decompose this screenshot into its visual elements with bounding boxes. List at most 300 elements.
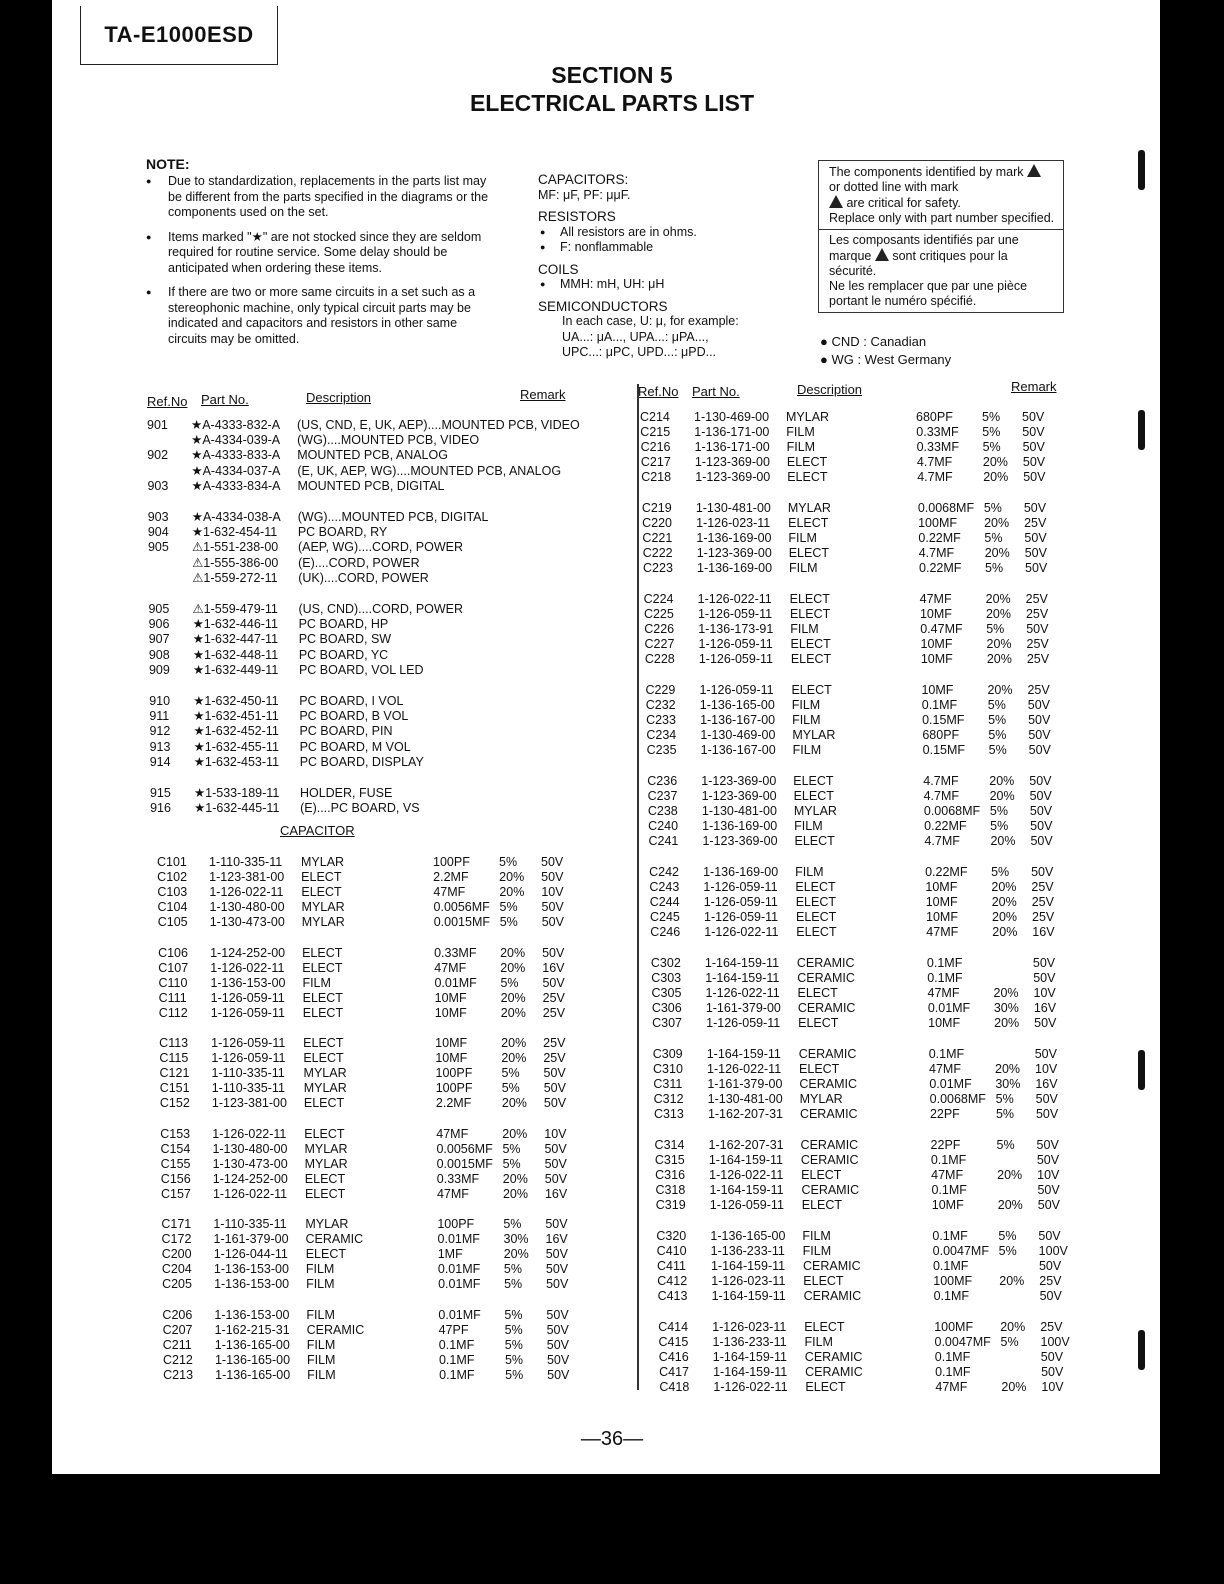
cell-part-no: 1-136-153-00 [214, 1277, 290, 1292]
note-item: ● Items marked "★" are not stocked since they are seldom required for routine service. Some delay should be anticipated when ordering these items. [146, 230, 498, 277]
cell-description: FILM [792, 743, 822, 758]
cell-part-no: 1-136-167-00 [700, 743, 776, 758]
cell-part-no: 1-110-335-11 [211, 1066, 285, 1081]
cell-ref-no: C416 [658, 1350, 689, 1365]
cell-part-no: ★A-4334-039-A [191, 433, 281, 448]
cell-voltage: 50V [1032, 956, 1056, 970]
cell-part-no: 1-136-165-00 [699, 698, 775, 713]
cell-description: ELECT [304, 1186, 346, 1201]
cell-part-no: 1-130-469-00 [694, 410, 770, 424]
cell-description: ELECT [793, 789, 834, 804]
cell-ref-no: C206 [162, 1307, 193, 1322]
cell-part-no: 1-130-481-00 [707, 1092, 783, 1107]
cell-description: (UK)....CORD, POWER [298, 570, 429, 585]
cell-value: 100MF [933, 1274, 973, 1289]
cell-voltage: 50V [543, 1081, 566, 1096]
scan-mark [1138, 1330, 1145, 1370]
cell-part-no: 1-126-059-11 [697, 607, 773, 622]
cell-part-no: 1-126-023-11 [711, 1274, 786, 1289]
cell-value: 0.1MF [935, 1365, 971, 1380]
cell-tolerance: 5% [986, 622, 1005, 637]
units-legend [538, 168, 798, 361]
cell-part-no: 1-126-059-11 [706, 1016, 781, 1031]
coils-heading: COILS [538, 261, 579, 277]
cell-part-no: 1-161-379-00 [213, 1232, 289, 1247]
cell-part-no: 1-126-059-11 [698, 652, 773, 667]
cell-ref-no: C412 [657, 1274, 688, 1289]
cell-voltage: 25V [1039, 1274, 1062, 1289]
cell-tolerance: 20% [502, 1171, 528, 1186]
cell-part-no: 1-162-207-31 [708, 1138, 784, 1152]
cell-voltage: 25V [542, 990, 565, 1005]
cell-value: 10MF [926, 910, 958, 925]
cell-description: MYLAR [301, 855, 345, 869]
cell-value: 0.0068MF [929, 1092, 986, 1107]
cell-description: ELECT [796, 925, 837, 940]
cell-voltage: 50V [546, 1307, 569, 1322]
cell-value: 100PF [433, 855, 470, 869]
cell-ref-no: C220 [642, 516, 672, 531]
cell-part-no: 1-136-167-00 [700, 713, 776, 728]
cell-ref-no: C115 [159, 1051, 189, 1066]
cell-description: CERAMIC [306, 1322, 365, 1337]
cell-description: ELECT [305, 1247, 346, 1262]
capacitors-units: MF: μF, PF: μμF. [538, 187, 631, 202]
cell-part-no: ★1-632-451-11 [193, 709, 279, 724]
resistors-heading: RESISTORS [538, 209, 616, 224]
cell-description: CERAMIC [800, 1153, 859, 1168]
cell-description: ELECT [796, 910, 837, 925]
cell-ref-no: 911 [149, 709, 170, 724]
col-remark-header: Remark [520, 387, 566, 402]
cell-description: PC BOARD, RY [297, 525, 388, 540]
cell-part-no: 1-126-059-11 [703, 880, 778, 895]
cell-description: MYLAR [792, 728, 836, 743]
cell-ref-no: C106 [158, 945, 188, 960]
cell-ref-no: 907 [148, 632, 170, 647]
cell-part-no: 1-130-469-00 [700, 728, 776, 743]
cell-value: 4.7MF [923, 774, 959, 788]
cell-ref-no: C314 [654, 1138, 685, 1152]
cell-part-no: 1-164-159-11 [711, 1289, 786, 1304]
cell-description: FILM [802, 1229, 831, 1243]
cell-voltage: 50V [1039, 1289, 1062, 1304]
cell-value: 0.0068MF [923, 804, 981, 819]
cell-ref-no: C211 [162, 1337, 192, 1352]
cell-tolerance: 20% [499, 885, 525, 900]
cell-part-no: 1-136-173-91 [698, 622, 774, 637]
cell-description: FILM [786, 425, 815, 440]
cell-description: CERAMIC [797, 1001, 856, 1016]
cell-description: MYLAR [301, 900, 345, 915]
cell-description: FILM [789, 561, 818, 576]
cell-tolerance: 5% [982, 425, 1001, 440]
cell-description: MYLAR [787, 501, 831, 515]
scan-mark [1138, 150, 1145, 190]
cell-part-no: 1-123-369-00 [696, 546, 772, 561]
cell-value: 22PF [930, 1138, 961, 1152]
cell-tolerance: 20% [990, 834, 1016, 849]
cell-tolerance: 20% [501, 1051, 527, 1066]
cell-ref-no: 901 [147, 418, 168, 432]
cell-voltage: 50V [1041, 1365, 1064, 1380]
cell-description: ELECT [302, 960, 343, 975]
cell-value: 10MF [925, 880, 958, 895]
semiconductors-note: UPC...: μPC, UPD...: μPD... [562, 345, 717, 359]
cell-description: ELECT [301, 885, 342, 900]
cell-voltage: 50V [1028, 728, 1051, 743]
cell-part-no: 1-164-159-11 [704, 956, 780, 970]
cell-ref-no: C240 [648, 819, 679, 834]
cell-voltage: 10V [541, 885, 564, 900]
cell-tolerance: 5% [499, 855, 518, 869]
cell-description: CERAMIC [802, 1259, 861, 1274]
cell-value: 10MF [920, 652, 953, 667]
cell-description: FILM [305, 1262, 335, 1277]
cell-ref-no: C235 [646, 743, 677, 758]
cell-value: 0.1MF [932, 1229, 968, 1243]
cell-description: (WG)....MOUNTED PCB, DIGITAL [297, 510, 489, 524]
cell-value: 10MF [919, 607, 952, 622]
page-number: —36— [580, 1428, 644, 1450]
cell-description: ELECT [801, 1198, 843, 1213]
warning-triangle-icon [829, 195, 843, 208]
cell-ref-no: C320 [656, 1229, 687, 1243]
cell-ref-no: C318 [655, 1183, 686, 1198]
cell-value: 0.0047MF [934, 1335, 991, 1350]
cell-part-no: ★1-632-450-11 [193, 694, 279, 708]
cell-voltage: 25V [542, 1005, 566, 1020]
cell-value: 47MF [931, 1168, 964, 1183]
cell-description: ELECT [788, 516, 829, 531]
cell-tolerance: 5% [503, 1262, 522, 1277]
cell-tolerance: 30% [993, 1001, 1019, 1016]
cell-voltage: 50V [1040, 1350, 1064, 1365]
cell-voltage: 50V [1038, 1259, 1062, 1274]
cell-voltage: 10V [1037, 1168, 1060, 1183]
cell-value: 47MF [926, 925, 959, 940]
scan-mark [1138, 1050, 1145, 1090]
cell-tolerance: 5% [995, 1107, 1015, 1122]
cell-value: 0.22MF [918, 531, 961, 546]
cell-part-no: 1-136-165-00 [215, 1367, 291, 1382]
cell-description: MYLAR [301, 915, 345, 930]
cell-voltage: 50V [1035, 1107, 1059, 1122]
cell-tolerance: 5% [988, 728, 1007, 743]
cell-ref-no: C204 [161, 1262, 192, 1277]
cell-tolerance: 5% [984, 531, 1003, 546]
cell-ref-no: C414 [658, 1320, 689, 1334]
cell-tolerance: 20% [986, 637, 1012, 652]
cell-part-no: ★1-632-445-11 [194, 801, 280, 816]
cell-description: (E, UK, AEP, WG)....MOUNTED PCB, ANALOG [297, 463, 562, 478]
cell-part-no: 1-136-169-00 [697, 561, 773, 576]
cell-part-no: 1-161-379-00 [707, 1077, 783, 1092]
cell-part-no: 1-164-159-11 [713, 1365, 788, 1380]
cell-value: 10MF [435, 1036, 468, 1050]
note-item: ● Due to standardization, replacements in the parts list may be different from the parts specified in the diagrams or the components used on the set. [146, 174, 498, 221]
cell-ref-no: 910 [149, 694, 171, 708]
cell-part-no: 1-126-044-11 [213, 1247, 288, 1262]
cell-ref-no: C219 [641, 501, 672, 515]
cell-description: CERAMIC [805, 1365, 863, 1380]
cell-ref-no: C238 [647, 804, 678, 819]
cell-tolerance: 5% [500, 975, 519, 990]
cell-description: (US, CND)....CORD, POWER [298, 602, 464, 616]
cell-tolerance: 5% [1000, 1335, 1019, 1350]
cell-tolerance: 20% [501, 1036, 527, 1050]
cell-tolerance: 5% [988, 743, 1007, 758]
cell-tolerance: 20% [999, 1274, 1025, 1289]
cell-description: PC BOARD, M VOL [299, 739, 411, 754]
cell-ref-no: C102 [157, 870, 188, 885]
cell-part-no: 1-126-022-11 [707, 1062, 782, 1077]
cell-tolerance: 20% [992, 910, 1018, 925]
cell-description: CERAMIC [797, 971, 855, 986]
cell-value: 47MF [927, 986, 960, 1001]
cell-voltage: 50V [1034, 1047, 1057, 1061]
cell-part-no: 1-126-059-11 [709, 1198, 784, 1213]
cell-description: ELECT [805, 1380, 846, 1395]
cell-value: 0.1MF [932, 1259, 969, 1274]
cell-part-no: 1-164-159-11 [705, 971, 780, 986]
cell-value: 100MF [934, 1320, 974, 1334]
cell-description: ELECT [303, 1096, 345, 1111]
cell-part-no: 1-162-207-31 [707, 1107, 783, 1122]
cell-voltage: 50V [541, 900, 564, 915]
cell-description: FILM [792, 713, 821, 728]
cell-description: FILM [306, 1277, 335, 1292]
cell-value: 0.01MF [929, 1077, 972, 1092]
cell-voltage: 50V [546, 1322, 569, 1337]
cell-value: 100PF [435, 1081, 473, 1096]
region-legend [820, 333, 951, 369]
cell-ref-no: C155 [160, 1156, 191, 1171]
cell-description: (US, CND, E, UK, AEP)....MOUNTED PCB, VIDEO [297, 418, 580, 432]
cell-value: 0.01MF [927, 1001, 971, 1016]
warning-triangle-icon [1027, 164, 1041, 177]
cell-voltage: 50V [541, 855, 564, 869]
cell-ref-no: C101 [157, 855, 187, 869]
cell-ref-no: C171 [161, 1217, 192, 1231]
cell-part-no: 1-123-369-00 [702, 834, 778, 849]
cell-voltage: 50V [545, 1262, 569, 1277]
cell-description: CERAMIC [803, 1289, 862, 1304]
cell-part-no: 1-126-022-11 [212, 1126, 287, 1141]
cell-ref-no: C224 [643, 592, 674, 606]
cell-value: 0.0015MF [433, 915, 490, 930]
cell-voltage: 25V [1025, 592, 1048, 606]
cell-tolerance: 20% [997, 1198, 1023, 1213]
cell-value: 0.33MF [916, 440, 959, 455]
cell-tolerance: 5% [983, 501, 1002, 515]
cell-tolerance: 5% [989, 804, 1008, 819]
cell-voltage: 50V [1023, 470, 1046, 485]
cell-ref-no: C121 [159, 1066, 190, 1081]
cell-ref-no: C212 [162, 1352, 193, 1367]
cell-value: 0.0047MF [932, 1244, 989, 1259]
cell-part-no: 1-124-252-00 [212, 1171, 288, 1186]
cell-voltage: 50V [541, 915, 564, 930]
cell-tolerance: 5% [982, 410, 1001, 424]
cell-ref-no: C154 [160, 1141, 191, 1156]
cell-ref-no: C319 [655, 1198, 686, 1213]
cell-tolerance: 5% [504, 1337, 523, 1352]
cell-ref-no: C244 [649, 895, 680, 910]
cell-voltage: 50V [1031, 865, 1054, 879]
cell-value: 100PF [437, 1217, 475, 1231]
cell-value: 22PF [929, 1107, 960, 1122]
cell-tolerance: 20% [500, 945, 526, 960]
cell-tolerance: 5% [505, 1367, 524, 1382]
cell-voltage: 100V [1040, 1335, 1070, 1350]
safety-notice [818, 160, 1064, 313]
cell-part-no: 1-123-381-00 [209, 870, 285, 885]
cell-voltage: 25V [1031, 880, 1054, 895]
cell-part-no: 1-126-022-11 [697, 592, 772, 606]
cell-voltage: 50V [541, 870, 564, 885]
cell-tolerance: 5% [502, 1156, 521, 1171]
cell-value: 10MF [931, 1198, 964, 1213]
cell-voltage: 10V [1035, 1062, 1058, 1077]
semiconductors-note: UA...: μA..., UPA...: μPA..., [562, 329, 709, 344]
cell-value: 0.01MF [438, 1307, 481, 1322]
cell-ref-no: C232 [645, 698, 676, 713]
semiconductors-note: In each case, U: μ, for example: [562, 314, 739, 328]
cell-value: 0.1MF [931, 1183, 967, 1198]
cell-voltage: 10V [1041, 1380, 1064, 1395]
cell-tolerance: 20% [984, 516, 1010, 531]
cell-value: 0.1MF [927, 971, 963, 986]
cell-tolerance: 5% [504, 1307, 523, 1322]
cell-description: (E)....PC BOARD, VS [300, 801, 420, 816]
cell-part-no: 1-161-379-00 [705, 1001, 781, 1016]
cell-ref-no: C103 [157, 885, 188, 900]
cell-description: ELECT [801, 1168, 842, 1183]
cell-description: ELECT [794, 834, 835, 849]
cell-tolerance: 20% [503, 1247, 529, 1262]
cell-value: 0.01MF [438, 1277, 481, 1292]
cell-voltage: 50V [1022, 410, 1045, 424]
cell-description: ELECT [303, 1051, 344, 1066]
cell-description: MYLAR [786, 410, 830, 424]
cell-voltage: 25V [543, 1036, 566, 1050]
cell-part-no: 1-136-169-00 [703, 865, 779, 879]
cell-ref-no: 906 [148, 617, 170, 632]
cell-ref-no: 904 [147, 525, 169, 540]
note-list [146, 174, 498, 356]
cell-ref-no: C223 [643, 561, 673, 576]
cell-part-no: 1-136-165-00 [710, 1229, 786, 1243]
cell-description: ELECT [788, 546, 830, 561]
cell-description: CERAMIC [801, 1183, 860, 1198]
cell-voltage: 50V [1024, 531, 1047, 546]
cell-part-no: 1-130-481-00 [701, 804, 777, 819]
cell-ref-no: C157 [160, 1186, 191, 1201]
cell-voltage: 50V [1034, 1016, 1057, 1031]
cell-part-no: 1-124-252-00 [210, 945, 286, 960]
cell-tolerance: 20% [500, 1005, 526, 1020]
cell-tolerance: 5% [998, 1244, 1017, 1259]
cell-description: FILM [306, 1337, 336, 1352]
cell-voltage: 25V [1026, 637, 1049, 652]
cell-description: CERAMIC [799, 1107, 858, 1122]
col-remark-header: Remark [1011, 379, 1057, 394]
cell-voltage: 50V [1029, 774, 1052, 788]
region-item: ● CND : Canadian [820, 334, 927, 349]
cell-part-no: ★A-4334-038-A [191, 510, 281, 524]
cell-value: 0.33MF [434, 945, 477, 960]
cell-voltage: 50V [544, 1171, 568, 1186]
cell-ref-no: C316 [655, 1168, 686, 1183]
cell-ref-no: C207 [162, 1322, 193, 1337]
cell-tolerance: 20% [500, 990, 526, 1005]
cell-voltage: 50V [545, 1217, 568, 1231]
cell-part-no: ★1-632-455-11 [193, 739, 279, 754]
cell-part-no: 1-164-159-11 [712, 1350, 787, 1365]
cell-voltage: 50V [1028, 743, 1051, 758]
cell-ref-no: C413 [657, 1289, 688, 1304]
cell-voltage: 50V [1037, 1183, 1060, 1198]
cell-voltage: 100V [1038, 1244, 1068, 1259]
cell-part-no: 1-162-215-31 [214, 1322, 290, 1337]
cell-description: CERAMIC [305, 1232, 364, 1247]
cell-part-no: 1-164-159-11 [708, 1153, 783, 1168]
cell-value: 0.1MF [439, 1367, 475, 1382]
cell-value: 0.0015MF [436, 1156, 493, 1171]
column-divider [637, 384, 639, 1390]
col-part-header: Part No. [201, 392, 249, 407]
cell-ref-no: C105 [157, 915, 188, 930]
cell-tolerance: 30% [503, 1232, 529, 1247]
cell-description: PC BOARD, HP [298, 617, 389, 632]
cell-ref-no: C245 [650, 910, 680, 925]
cell-ref-no: 914 [149, 754, 171, 769]
safety-notice-en: The components identified by mark or dotted line with mark are critical for safety. Replace only with part number specified. [829, 165, 1055, 225]
cell-tolerance: 5% [988, 713, 1007, 728]
cell-ref-no: C216 [640, 440, 671, 455]
cell-description: ELECT [804, 1320, 845, 1334]
cell-voltage: 50V [1033, 971, 1056, 986]
cell-voltage: 50V [1026, 622, 1049, 637]
cell-tolerance: 5% [504, 1322, 523, 1337]
cell-tolerance: 20% [983, 470, 1009, 485]
resistors-note: ● All resistors are in ohms. [538, 225, 798, 241]
cell-ref-no: C156 [160, 1171, 191, 1186]
cell-description: ELECT [791, 683, 832, 697]
page-title: ELECTRICAL PARTS LIST [469, 90, 755, 116]
cell-tolerance: 20% [1001, 1380, 1027, 1395]
cell-description: ELECT [795, 895, 836, 910]
cell-value: 0.47MF [920, 622, 963, 637]
cell-ref-no: C307 [652, 1016, 683, 1031]
cell-ref-no: C228 [644, 652, 675, 667]
cell-part-no: 1-126-023-11 [696, 516, 771, 531]
cell-ref-no: C233 [646, 713, 676, 728]
cell-voltage: 50V [1027, 698, 1050, 713]
cell-ref-no: C218 [641, 470, 672, 485]
cell-value: 47MF [436, 1186, 469, 1201]
cell-voltage: 25V [1040, 1320, 1063, 1334]
cell-voltage: 50V [1025, 561, 1048, 576]
cell-part-no: 1-136-153-00 [214, 1307, 290, 1322]
cell-tolerance: 20% [992, 925, 1018, 940]
cell-description: ELECT [799, 1062, 840, 1077]
cell-voltage: 50V [1038, 1229, 1061, 1243]
cell-voltage: 50V [544, 1156, 567, 1171]
cell-ref-no: C417 [659, 1365, 689, 1380]
cell-part-no: ⚠1-551-238-00 [191, 540, 279, 555]
